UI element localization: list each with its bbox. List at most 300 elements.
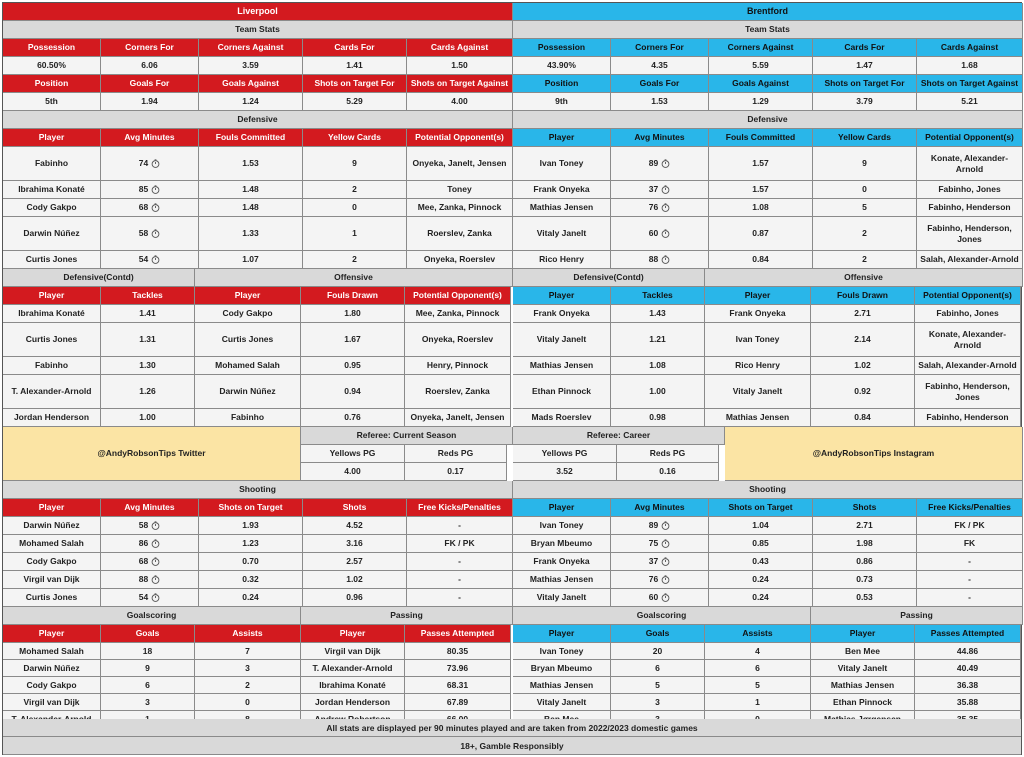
defcontd-cell: 1.43 [611,305,705,323]
stats-value: 4.00 [407,93,513,111]
defensive-minutes-wrap [139,228,160,239]
stopwatch-icon [151,593,160,602]
shooting-cell: Bryan Mbeumo [513,535,611,553]
defensive-minutes-value: 74 [138,158,149,169]
shooting-header: Shots on Target [709,499,813,517]
defensive-header: Avg Minutes [611,129,709,147]
goalscoring-cell: 3 [611,694,705,711]
goalscoring-cell: 3 [101,694,195,711]
stopwatch-icon [661,159,670,168]
stats-header: Cards For [813,39,917,57]
defcontd-offensive-row [3,357,513,375]
stats-value: 1.29 [709,93,813,111]
passing-cell: Virgil van Dijk [301,643,405,660]
defcontd-cell: 1.21 [611,323,705,357]
defensive-minutes [611,251,709,269]
shooting-row [3,517,513,535]
stats-value: 1.24 [199,93,303,111]
shooting-cell: - [407,571,513,589]
passing-cell: 35.88 [915,694,1021,711]
goalscoring-cell: 4 [705,643,811,660]
goalscoring-cell: 5 [705,677,811,694]
goalscoring-cell: Vitaly Janelt [513,694,611,711]
referee-header: Reds PG [405,445,507,463]
offensive-header: Player [705,287,811,305]
defensive-minutes-wrap [649,254,670,265]
defcontd-cell: 1.00 [611,375,705,409]
goalscoring-cell: Cody Gakpo [3,677,101,694]
defensive-cell: 1.07 [199,251,303,269]
goalscoring-passing-row [513,677,1023,694]
shooting-minutes-value: 89 [648,520,659,531]
defensive-cell: Ibrahima Konaté [3,181,101,199]
shooting-minutes-wrap [649,538,670,549]
shooting-minutes-value: 60 [648,592,659,603]
defensive-cell: Cody Gakpo [3,199,101,217]
stopwatch-icon [151,539,160,548]
stats-sheet [2,2,1022,755]
offensive-header: Potential Opponent(s) [405,287,511,305]
shooting-header-row [513,499,1023,517]
shooting-header: Shots [813,499,917,517]
shooting-header: Free Kicks/Penalties [917,499,1023,517]
shooting-header: Avg Minutes [611,499,709,517]
goalscoring-cell: Virgil van Dijk [3,694,101,711]
shooting-title-row [3,481,513,499]
stats-header: Goals For [101,75,199,93]
shooting-cell: 4.52 [303,517,407,535]
goalscoring-passing-row [513,660,1023,677]
passing-cell: 73.96 [405,660,511,677]
shooting-minutes-wrap [649,574,670,585]
shooting-row [3,589,513,607]
defensive-minutes [101,181,199,199]
defensive-cell: Mee, Zanka, Pinnock [407,199,513,217]
shooting-cell: Cody Gakpo [3,553,101,571]
shooting-cell: 2.71 [813,517,917,535]
defensive-cell: 2 [303,181,407,199]
defensive-header: Yellow Cards [303,129,407,147]
stats-header: Goals Against [709,75,813,93]
goalscoring-cell: 5 [611,677,705,694]
referee-value: 0.17 [405,463,507,481]
stats-value: 1.41 [303,57,407,75]
passing-header: Passes Attempted [405,625,511,643]
defensive-cell: 1.53 [199,147,303,181]
stats-value: 1.50 [407,57,513,75]
referee-title-row [301,427,513,445]
goalscoring-title: Goalscoring [513,607,811,625]
defcontd-offensive-row [513,323,1023,357]
defensive-minutes [611,181,709,199]
passing-cell: 44.86 [915,643,1021,660]
team-name: Brentford [513,3,1023,21]
stats-header: Shots on Target Against [917,75,1023,93]
stats2-value-row [513,93,1023,111]
goalscoring-header: Assists [195,625,301,643]
defcontd-cell: 1.26 [101,375,195,409]
offensive-header: Player [195,287,301,305]
defensive-cell: Onyeka, Janelt, Jensen [407,147,513,181]
defensive-minutes-value: 68 [138,202,149,213]
stats-header: Goals For [611,75,709,93]
defcontd-cell: Ethan Pinnock [513,375,611,409]
defensive-minutes-value: 85 [138,184,149,195]
defensive-row [3,199,513,217]
referee-box [513,427,725,481]
defensive-title: Defensive [3,111,513,129]
defensive-minutes [611,147,709,181]
shooting-minutes-wrap [139,574,160,585]
defensive-minutes-wrap [139,158,160,169]
referee-header: Reds PG [617,445,719,463]
defensive-cell: 1.57 [709,181,813,199]
shooting-minutes-value: 75 [648,538,659,549]
shooting-minutes-value: 37 [648,556,659,567]
offensive-cell: Roerslev, Zanka [405,375,511,409]
shooting-minutes [101,535,199,553]
offensive-header: Fouls Drawn [301,287,405,305]
defensive-row [513,251,1023,269]
defensive-minutes-wrap [139,184,160,195]
team-name-row [3,3,513,21]
defcontd-cell: Fabinho [3,357,101,375]
shooting-header: Player [3,499,101,517]
promo-referee-block [513,427,1023,481]
stopwatch-icon [661,203,670,212]
defensive-cell: 0.87 [709,217,813,251]
defcontd-cell: Ibrahima Konaté [3,305,101,323]
defensive-cell: 1.08 [709,199,813,217]
defensive-cell: 2 [813,251,917,269]
defcontd-cell: Jordan Henderson [3,409,101,427]
offensive-cell: 1.67 [301,323,405,357]
offensive-cell: Mathias Jensen [705,409,811,427]
stopwatch-icon [661,185,670,194]
goalscoring-cell: Mohamed Salah [3,643,101,660]
defcontd-offensive-row [3,375,513,409]
stats-value: 3.59 [199,57,303,75]
defcontd-cell: Curtis Jones [3,323,101,357]
goalscoring-cell: 2 [195,677,301,694]
defensive-minutes-wrap [649,184,670,195]
defensive-minutes [101,217,199,251]
shooting-header: Shots [303,499,407,517]
passing-cell: Ben Mee [811,643,915,660]
defcontd-cell: T. Alexander-Arnold [3,375,101,409]
defensive-minutes [611,199,709,217]
defensive-minutes-value: 54 [138,254,149,265]
shooting-cell: 0.43 [709,553,813,571]
stats-header: Cards For [303,39,407,57]
stats2-header-row [3,75,513,93]
defensive-cell: Vitaly Janelt [513,217,611,251]
liverpool-column [3,3,513,719]
passing-cell: Ethan Pinnock [811,694,915,711]
referee-title: Referee: Current Season [301,427,513,445]
goalscoring-passing-row [513,643,1023,660]
passing-cell: Mathias Jensen [811,677,915,694]
stats-header: Possession [3,39,101,57]
defcontd-cell: 1.31 [101,323,195,357]
goalscoring-cell: 6 [101,677,195,694]
offensive-cell: Salah, Alexander-Arnold [915,357,1021,375]
defcontd-offensive-row [3,305,513,323]
defcontd-header: Tackles [101,287,195,305]
defcontd-cell: 0.98 [611,409,705,427]
shooting-row [513,535,1023,553]
stopwatch-icon [151,521,160,530]
referee-title-row [513,427,725,445]
passing-cell: 68.31 [405,677,511,694]
passing-header: Player [301,625,405,643]
shooting-title: Shooting [513,481,1023,499]
defensive-row [513,199,1023,217]
offensive-cell: Ivan Toney [705,323,811,357]
defensive-cell: 1.57 [709,147,813,181]
shooting-minutes-value: 68 [138,556,149,567]
team-stats-title-row [3,21,513,39]
defensive-cell: Salah, Alexander-Arnold [917,251,1023,269]
referee-value: 4.00 [301,463,405,481]
shooting-header-row [3,499,513,517]
stopwatch-icon [661,575,670,584]
shooting-minutes [611,535,709,553]
shooting-cell: - [407,517,513,535]
defcontd-title: Defensive(Contd) [513,269,705,287]
offensive-cell: 0.76 [301,409,405,427]
stats1-header-row [513,39,1023,57]
shooting-minutes-value: 88 [138,574,149,585]
shooting-row [513,571,1023,589]
offensive-cell: Henry, Pinnock [405,357,511,375]
shooting-cell: 1.98 [813,535,917,553]
shooting-minutes [611,553,709,571]
stats-header: Goals Against [199,75,303,93]
defensive-header-row [513,129,1023,147]
defensive-cell: 1.48 [199,199,303,217]
shooting-minutes [101,571,199,589]
defensive-minutes-wrap [139,254,160,265]
passing-cell: Jordan Henderson [301,694,405,711]
stats-header: Possession [513,39,611,57]
stats-value: 3.79 [813,93,917,111]
defensive-minutes [101,147,199,181]
stats1-header-row [3,39,513,57]
defensive-minutes-wrap [139,202,160,213]
defensive-row [3,181,513,199]
defensive-cell: 0 [813,181,917,199]
team-stats-title: Team Stats [513,21,1023,39]
defensive-row [3,217,513,251]
defcontd-offensive-title-row [3,269,513,287]
defcontd-cell: 1.30 [101,357,195,375]
defensive-cell: Roerslev, Zanka [407,217,513,251]
defensive-minutes-value: 37 [648,184,659,195]
shooting-cell: - [917,553,1023,571]
defensive-title-row [513,111,1023,129]
shooting-minutes [101,553,199,571]
defensive-cell: 1.33 [199,217,303,251]
passing-cell: Ibrahima Konaté [301,677,405,694]
team-stats-title: Team Stats [3,21,513,39]
referee-value: 3.52 [513,463,617,481]
goalscoring-title: Goalscoring [3,607,301,625]
defensive-minutes-value: 89 [648,158,659,169]
stats-value: 5th [3,93,101,111]
offensive-cell: 1.80 [301,305,405,323]
passing-cell: 36.38 [915,677,1021,694]
stats-header: Cards Against [407,39,513,57]
goalscoring-header: Goals [101,625,195,643]
defcontd-cell: 1.41 [101,305,195,323]
stats-value: 5.29 [303,93,407,111]
defensive-cell: 0.84 [709,251,813,269]
defensive-minutes-wrap [649,202,670,213]
defensive-minutes-wrap [649,158,670,169]
goalscoring-header: Player [513,625,611,643]
defensive-cell: Rico Henry [513,251,611,269]
offensive-cell: Onyeka, Roerslev [405,323,511,357]
shooting-minutes [611,517,709,535]
stopwatch-icon [661,521,670,530]
promo-handle: @AndyRobsonTips Twitter [3,427,301,481]
defensive-cell: 9 [813,147,917,181]
defcontd-offensive-row [3,409,513,427]
shooting-minutes-value: 86 [138,538,149,549]
stats-value: 60.50% [3,57,101,75]
defcontd-offensive-row [513,305,1023,323]
shooting-cell: 2.57 [303,553,407,571]
defcontd-offensive-row [513,409,1023,427]
footer-note: All stats are displayed per 90 minutes played and are taken from 2022/2023 domestic games [3,719,1021,737]
defcontd-offensive-header-row [513,287,1023,305]
offensive-cell: Cody Gakpo [195,305,301,323]
passing-cell: 80.35 [405,643,511,660]
offensive-title: Offensive [705,269,1023,287]
offensive-cell: Fabinho [195,409,301,427]
stats-header: Corners Against [199,39,303,57]
defensive-minutes-value: 76 [648,202,659,213]
shooting-cell: - [407,553,513,571]
goalscoring-cell: 3 [195,660,301,677]
shooting-cell: Darwin Núñez [3,517,101,535]
defensive-cell: 2 [813,217,917,251]
promo-handle: @AndyRobsonTips Instagram [725,427,1023,481]
defcontd-cell: Mads Roerslev [513,409,611,427]
footer-gamble: 18+, Gamble Responsibly [3,737,1021,755]
shooting-cell: - [407,589,513,607]
referee-title: Referee: Career [513,427,725,445]
shooting-cell: Mathias Jensen [513,571,611,589]
shooting-header: Player [513,499,611,517]
shooting-minutes [611,589,709,607]
offensive-header: Fouls Drawn [811,287,915,305]
defensive-header: Avg Minutes [101,129,199,147]
offensive-cell: 2.71 [811,305,915,323]
shooting-cell: 0.85 [709,535,813,553]
defensive-cell: Onyeka, Roerslev [407,251,513,269]
defensive-minutes [101,251,199,269]
defcontd-cell: Mathias Jensen [513,357,611,375]
stopwatch-icon [661,593,670,602]
stopwatch-icon [151,557,160,566]
shooting-minutes-wrap [139,538,160,549]
shooting-minutes-wrap [139,592,160,603]
passing-header: Player [811,625,915,643]
shooting-minutes [101,589,199,607]
passing-cell: Vitaly Janelt [811,660,915,677]
goalscoring-cell: 1 [705,694,811,711]
stats-header: Shots on Target Against [407,75,513,93]
stats2-header-row [513,75,1023,93]
goalscoring-cell: 7 [195,643,301,660]
defensive-cell: Frank Onyeka [513,181,611,199]
shooting-cell: Vitaly Janelt [513,589,611,607]
stats-value: 1.53 [611,93,709,111]
passing-title: Passing [301,607,513,625]
defensive-header: Potential Opponent(s) [917,129,1023,147]
stats-value: 5.21 [917,93,1023,111]
goalscoring-cell: 6 [705,660,811,677]
goalscoring-cell: 9 [101,660,195,677]
stats-value: 1.47 [813,57,917,75]
goalscoring-cell: Bryan Mbeumo [513,660,611,677]
goalscoring-passing-row [3,660,513,677]
goalscoring-header: Player [3,625,101,643]
offensive-cell: 0.94 [301,375,405,409]
goalscoring-header: Assists [705,625,811,643]
defensive-header: Yellow Cards [813,129,917,147]
defensive-header: Fouls Committed [709,129,813,147]
stopwatch-icon [661,255,670,264]
shooting-header: Free Kicks/Penalties [407,499,513,517]
stats1-value-row [3,57,513,75]
shooting-header: Shots on Target [199,499,303,517]
defensive-cell: Fabinho, Jones [917,181,1023,199]
defensive-row [513,147,1023,181]
defcontd-offensive-header-row [3,287,513,305]
defcontd-header: Player [513,287,611,305]
offensive-cell: Mee, Zanka, Pinnock [405,305,511,323]
stats-header: Corners For [611,39,709,57]
shooting-minutes-wrap [649,556,670,567]
stats-header: Position [513,75,611,93]
shooting-cell: 0.24 [199,589,303,607]
defensive-cell: Konate, Alexander-Arnold [917,147,1023,181]
offensive-cell: Konate, Alexander-Arnold [915,323,1021,357]
defensive-header-row [3,129,513,147]
defcontd-header: Tackles [611,287,705,305]
offensive-title: Offensive [195,269,513,287]
goalscoring-cell: 0 [195,694,301,711]
shooting-cell: - [917,571,1023,589]
shooting-minutes-value: 58 [138,520,149,531]
shooting-cell: FK / PK [917,517,1023,535]
promo-referee-block [3,427,513,481]
shooting-minutes [101,517,199,535]
defensive-cell: 5 [813,199,917,217]
referee-header: Yellows PG [301,445,405,463]
shooting-row [3,535,513,553]
shooting-minutes-value: 76 [648,574,659,585]
referee-value-row [513,463,725,481]
stopwatch-icon [151,159,160,168]
stopwatch-icon [151,203,160,212]
shooting-cell: Virgil van Dijk [3,571,101,589]
goalscoring-header: Goals [611,625,705,643]
stats-value: 43.90% [513,57,611,75]
